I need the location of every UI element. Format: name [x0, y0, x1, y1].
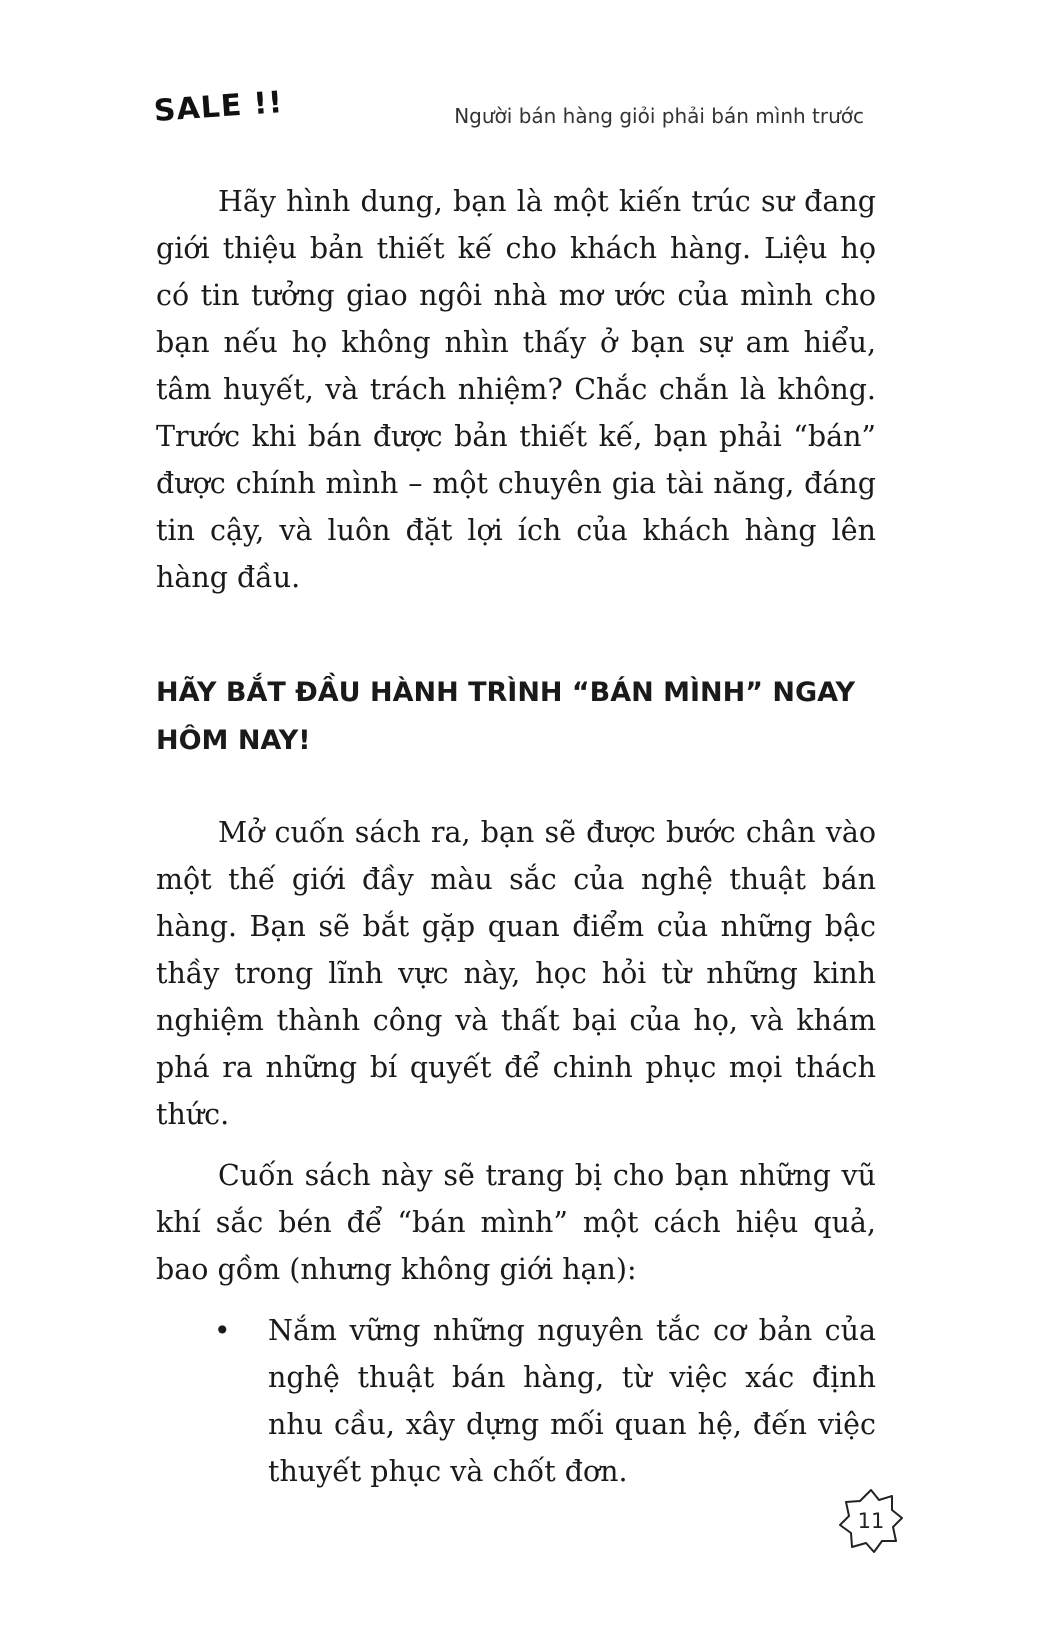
page-header: [0, 84, 1040, 144]
bullet-item: [156, 1307, 876, 1495]
page-number-badge: [836, 1486, 906, 1556]
paragraph-book-weapons: Cuốn sách này sẽ trang bị cho bạn những vũ khí sắc bén để “bán mình” một cách hiệu quả, bao gồm (nhưng không giới hạn):: [156, 1159, 876, 1286]
paragraph-intro: Hãy hình dung, bạn là một kiến trúc sư đang giới thiệu bản thiết kế cho khách hàng. Liệu họ có tin tưởng giao ngôi nhà mơ ước của mình cho bạn nếu họ không nhìn thấy ở bạn sự am hiểu, tâm huyết, và trách nhiệm? Chắc chắn là không. Trước khi bán được bản thiết kế, bạn phải “bán” được chính mình – một chuyên gia tài năng, đáng tin cậy, và luôn đặt lợi ích của khách hàng lên hàng đầu.: [156, 185, 876, 594]
paragraph-book-overview: Mở cuốn sách ra, bạn sẽ được bước chân vào một thế giới đầy màu sắc của nghệ thuật bán hàng. Bạn sẽ bắt gặp quan điểm của những bậc thầy trong lĩnh vực này, học hỏi từ những kinh nghiệm thành công và thất bại của họ, và khám phá ra những bí quyết để chinh phục mọi thách thức.: [156, 816, 876, 1131]
sale-logo: SALE !!: [152, 85, 285, 129]
running-title: Người bán hàng giỏi phải bán mình trước: [454, 104, 864, 128]
page-body: [156, 178, 876, 1495]
bullet-text: Nắm vững những nguyên tắc cơ bản của nghệ thuật bán hàng, từ việc xác định nhu cầu, xây dựng mối quan hệ, đến việc thuyết phục và chốt đơn.: [268, 1314, 876, 1488]
page-number: 11: [857, 1509, 885, 1533]
bullet-list: [156, 1307, 876, 1495]
section-heading: HÃY BẮT ĐẦU HÀNH TRÌNH “BÁN MÌNH” NGAY HÔM NAY!: [156, 677, 856, 756]
bullet-marker: •: [214, 1314, 231, 1347]
